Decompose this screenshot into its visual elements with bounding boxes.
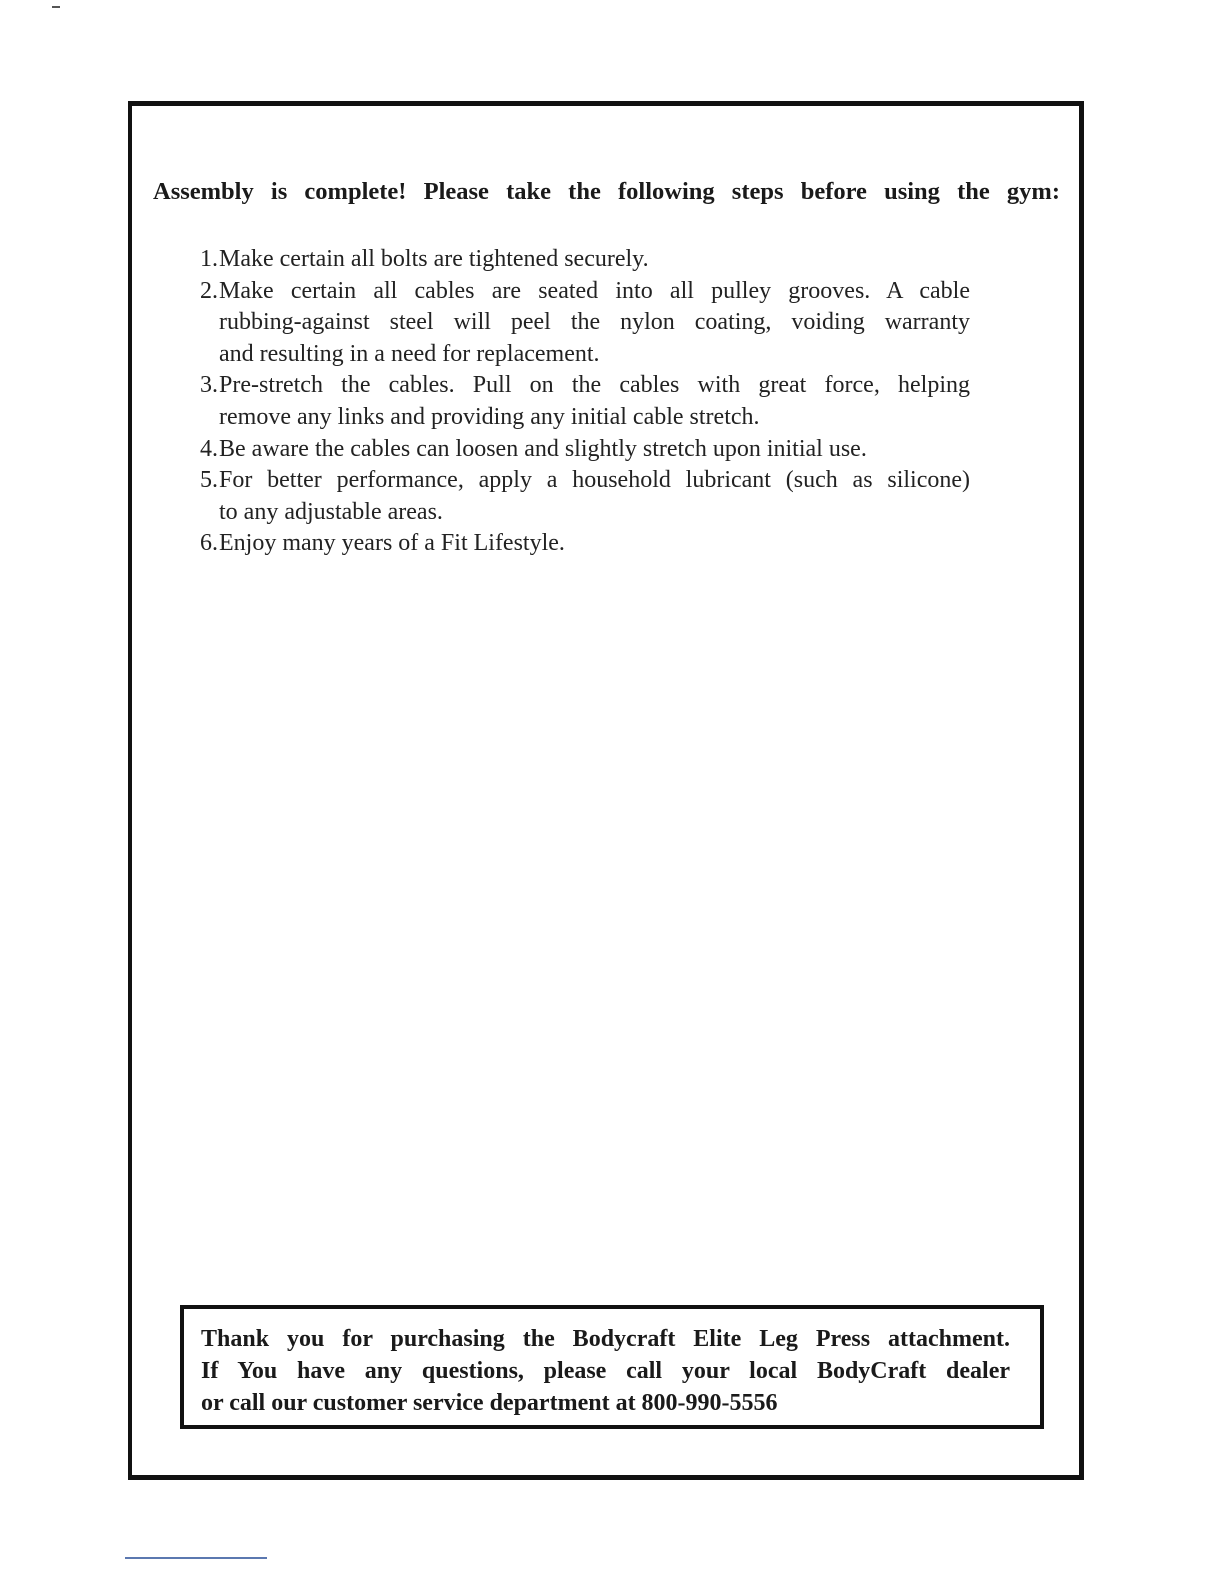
- step-text-line: rubbing-against steel will peel the nylon coating, voiding warranty: [219, 309, 970, 336]
- step-text-line: to any adjustable areas.: [219, 498, 443, 525]
- step-text-line: remove any links and providing any initial cable stretch.: [219, 403, 760, 430]
- step-number: 5.: [200, 467, 218, 494]
- step-number: 3.: [200, 372, 218, 399]
- step-item: [190, 276, 970, 371]
- step-text-line: and resulting in a need for replacement.: [219, 340, 600, 367]
- step-number: 6.: [200, 530, 218, 557]
- step-text-line: For better performance, apply a household lubricant (such as silicone): [219, 467, 970, 494]
- step-text-line: Make certain all cables are seated into all pulley grooves. A cable: [219, 277, 970, 304]
- customer-service-phone-line: or call our customer service department at 800-990-5556: [201, 1390, 778, 1416]
- step-item: [190, 465, 970, 528]
- step-text-line: Enjoy many years of a Fit Lifestyle.: [219, 530, 565, 557]
- step-item: [190, 528, 970, 560]
- thank-you-notice-box: [180, 1305, 1044, 1429]
- step-text-line: Make certain all bolts are tightened securely.: [219, 246, 649, 272]
- scan-artifact-underline: [125, 1557, 267, 1559]
- thank-you-line: Thank you for purchasing the Bodycraft Elite Leg Press attachment.: [201, 1326, 1010, 1352]
- step-text-line: Pre-stretch the cables. Pull on the cables with great force, helping: [219, 372, 970, 399]
- step-item: [190, 244, 970, 276]
- contact-line: If You have any questions, please call your local BodyCraft dealer: [201, 1358, 1010, 1384]
- step-number: 2.: [200, 277, 218, 304]
- step-text-line: Be aware the cables can loosen and slightly stretch upon initial use.: [219, 435, 867, 462]
- step-number: 1.: [200, 246, 218, 272]
- step-item: [190, 370, 970, 433]
- step-item: [190, 434, 970, 466]
- scan-artifact-dash: [52, 6, 60, 8]
- pre-use-steps-list: [190, 244, 970, 560]
- assembly-complete-heading: Assembly is complete! Please take the following steps before using the gym:: [153, 178, 1060, 205]
- step-number: 4.: [200, 435, 218, 462]
